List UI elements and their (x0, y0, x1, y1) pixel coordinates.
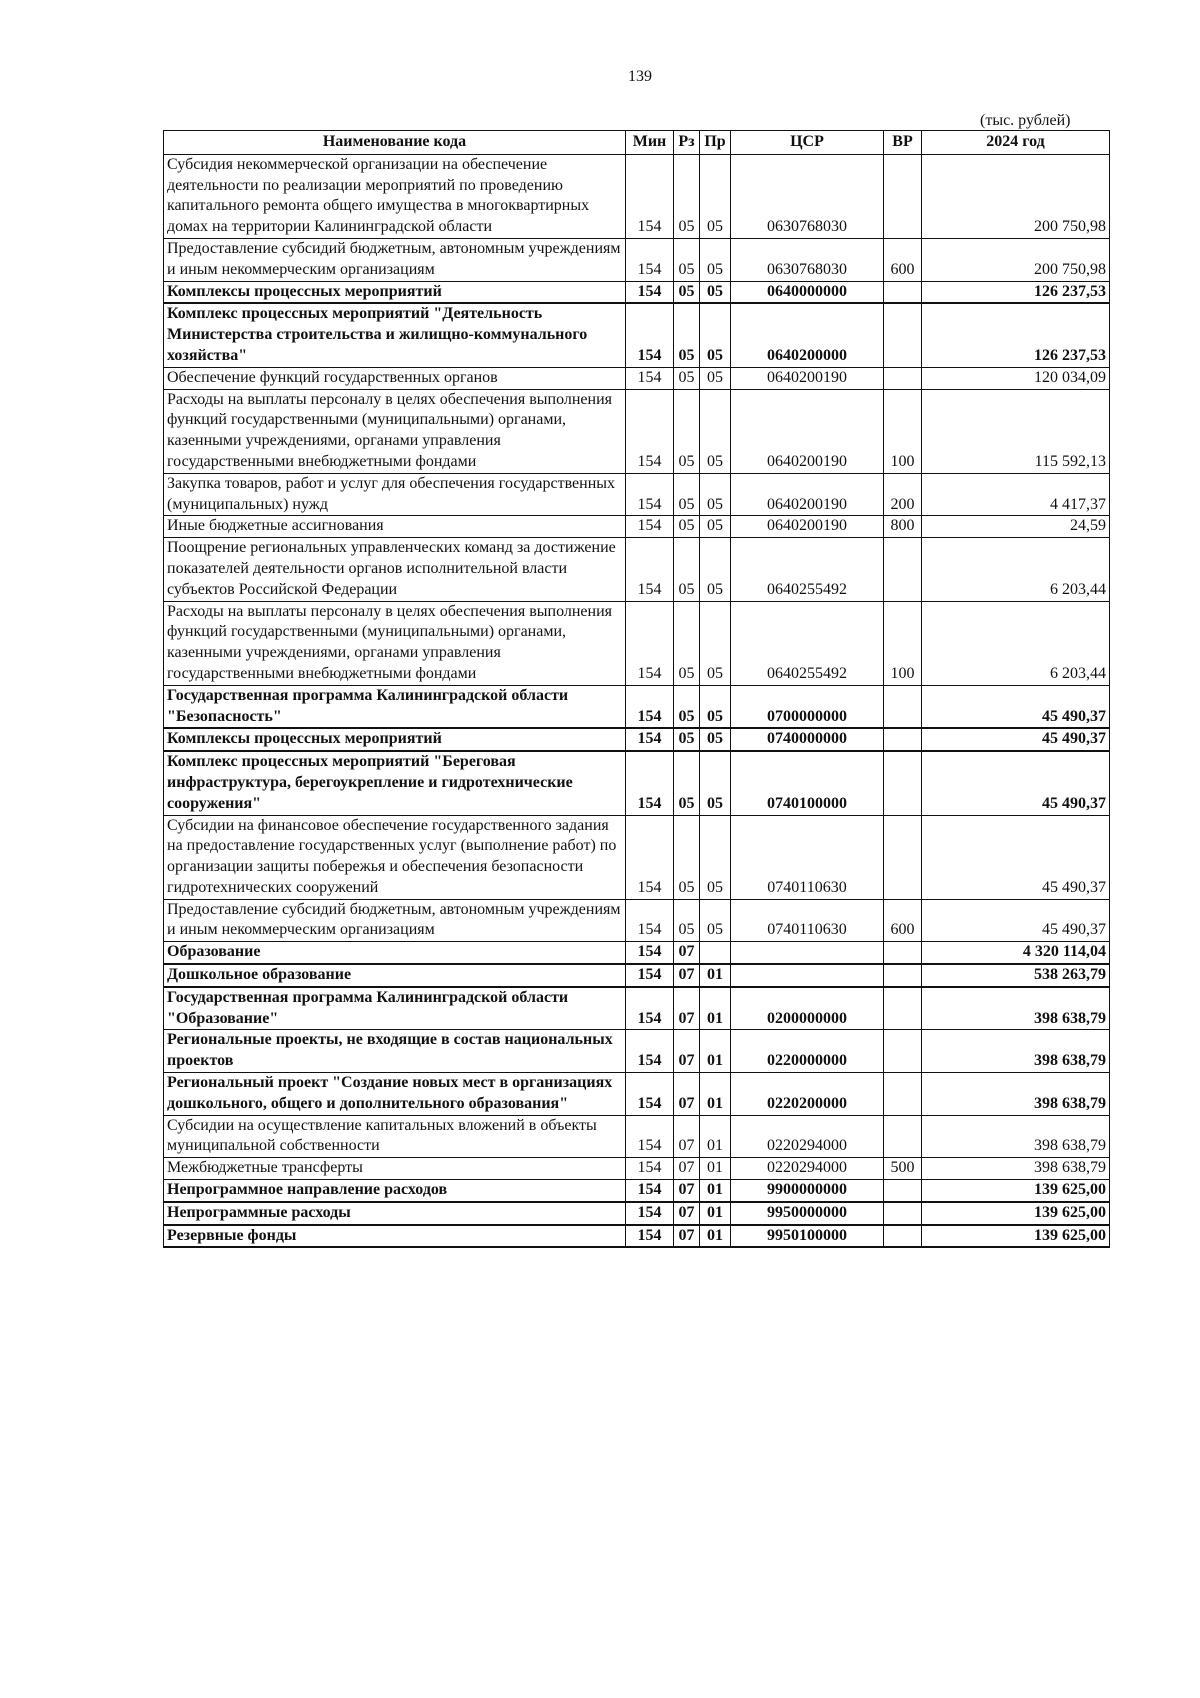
row-name: Расходы на выплаты персоналу в целях обеспечения выполнения функций государственными (муниципальными) органами, казенными учреждениями, органами управления государственными внебюджетными фондами (164, 389, 626, 473)
row-amount: 45 490,37 (922, 685, 1110, 728)
row-min: 154 (626, 281, 674, 303)
row-pr: 01 (700, 1073, 731, 1116)
row-name: Межбюджетные трансферты (164, 1158, 626, 1180)
row-vr (884, 1115, 922, 1158)
row-name: Резервные фонды (164, 1225, 626, 1248)
row-amount: 115 592,13 (922, 389, 1110, 473)
row-rz: 05 (674, 281, 700, 303)
row-vr (884, 685, 922, 728)
row-csr: 0220200000 (731, 1073, 884, 1116)
row-amount: 4 417,37 (922, 473, 1110, 516)
table-row (164, 516, 1110, 538)
row-rz: 05 (674, 303, 700, 367)
row-amount: 139 625,00 (922, 1180, 1110, 1202)
row-amount: 538 263,79 (922, 964, 1110, 987)
table-row (164, 751, 1110, 815)
row-csr: 0640255492 (731, 538, 884, 601)
row-csr: 0220000000 (731, 1030, 884, 1073)
table-row (164, 899, 1110, 942)
row-pr: 01 (700, 1180, 731, 1202)
row-vr: 800 (884, 516, 922, 538)
row-amount: 139 625,00 (922, 1225, 1110, 1248)
row-pr: 05 (700, 473, 731, 516)
row-rz: 05 (674, 389, 700, 473)
row-pr: 01 (700, 1030, 731, 1073)
row-csr (731, 964, 884, 987)
row-name: Дошкольное образование (164, 964, 626, 987)
row-min: 154 (626, 899, 674, 942)
table-header-row (164, 131, 1110, 155)
row-amount: 45 490,37 (922, 899, 1110, 942)
table-row (164, 685, 1110, 728)
row-vr: 100 (884, 601, 922, 685)
row-amount: 126 237,53 (922, 281, 1110, 303)
row-pr: 05 (700, 389, 731, 473)
row-amount: 126 237,53 (922, 303, 1110, 367)
row-pr: 05 (700, 899, 731, 942)
row-amount: 139 625,00 (922, 1202, 1110, 1225)
row-amount: 200 750,98 (922, 238, 1110, 281)
row-csr: 0700000000 (731, 685, 884, 728)
row-amount: 24,59 (922, 516, 1110, 538)
row-amount: 398 638,79 (922, 987, 1110, 1030)
row-rz: 07 (674, 1202, 700, 1225)
row-min: 154 (626, 728, 674, 751)
row-amount: 398 638,79 (922, 1158, 1110, 1180)
row-amount: 398 638,79 (922, 1030, 1110, 1073)
row-amount: 6 203,44 (922, 538, 1110, 601)
row-pr: 01 (700, 1202, 731, 1225)
row-pr: 01 (700, 1158, 731, 1180)
row-name: Закупка товаров, работ и услуг для обеспечения государственных (муниципальных) нужд (164, 473, 626, 516)
row-pr: 05 (700, 303, 731, 367)
table-row (164, 1202, 1110, 1225)
row-pr: 05 (700, 367, 731, 389)
table-row (164, 1115, 1110, 1158)
row-vr (884, 751, 922, 815)
row-amount: 45 490,37 (922, 815, 1110, 899)
row-min: 154 (626, 473, 674, 516)
row-rz: 05 (674, 367, 700, 389)
row-csr: 9900000000 (731, 1180, 884, 1202)
row-rz: 07 (674, 1115, 700, 1158)
row-csr: 0220294000 (731, 1115, 884, 1158)
row-name: Субсидии на осуществление капитальных вложений в объекты муниципальной собственности (164, 1115, 626, 1158)
row-name: Комплекс процессных мероприятий "Береговая инфраструктура, берегоукрепление и гидротехнические сооружения" (164, 751, 626, 815)
row-csr: 0640255492 (731, 601, 884, 685)
table-row (164, 238, 1110, 281)
row-min: 154 (626, 1030, 674, 1073)
row-min: 154 (626, 1073, 674, 1116)
row-vr: 600 (884, 899, 922, 942)
row-name: Иные бюджетные ассигнования (164, 516, 626, 538)
row-pr: 01 (700, 987, 731, 1030)
row-pr: 01 (700, 964, 731, 987)
row-vr (884, 1030, 922, 1073)
header-min: Мин (626, 131, 674, 155)
row-name: Непрограммное направление расходов (164, 1180, 626, 1202)
row-min: 154 (626, 303, 674, 367)
table-row (164, 1180, 1110, 1202)
row-name: Субсидии на финансовое обеспечение государственного задания на предоставление государственных услуг (выполнение работ) по организации защиты побережья и обеспечения безопасности гидротехнических сооружений (164, 815, 626, 899)
row-vr (884, 815, 922, 899)
row-rz: 07 (674, 964, 700, 987)
row-vr (884, 1202, 922, 1225)
row-min: 154 (626, 815, 674, 899)
row-pr (700, 942, 731, 964)
header-csr: ЦСР (731, 131, 884, 155)
row-min: 154 (626, 1180, 674, 1202)
table-row (164, 303, 1110, 367)
row-name: Государственная программа Калининградской области "Образование" (164, 987, 626, 1030)
row-rz: 05 (674, 154, 700, 238)
header-pr: Пр (700, 131, 731, 155)
table-row (164, 815, 1110, 899)
table-row (164, 942, 1110, 964)
row-vr (884, 1225, 922, 1248)
row-amount: 4 320 114,04 (922, 942, 1110, 964)
units-label: (тыс. рублей) (980, 112, 1071, 129)
row-min: 154 (626, 154, 674, 238)
row-rz: 05 (674, 815, 700, 899)
row-name: Комплекс процессных мероприятий "Деятельность Министерства строительства и жилищно-коммунального хозяйства" (164, 303, 626, 367)
row-min: 154 (626, 685, 674, 728)
row-name: Обеспечение функций государственных органов (164, 367, 626, 389)
row-rz: 07 (674, 1158, 700, 1180)
table-row (164, 538, 1110, 601)
row-min: 154 (626, 964, 674, 987)
row-csr: 0740000000 (731, 728, 884, 751)
row-csr (731, 942, 884, 964)
row-pr: 05 (700, 601, 731, 685)
row-min: 154 (626, 1158, 674, 1180)
table-row (164, 601, 1110, 685)
row-vr: 100 (884, 389, 922, 473)
row-vr: 200 (884, 473, 922, 516)
row-min: 154 (626, 238, 674, 281)
row-rz: 07 (674, 987, 700, 1030)
row-pr: 05 (700, 516, 731, 538)
row-csr: 0640200190 (731, 473, 884, 516)
row-csr: 0740110630 (731, 899, 884, 942)
row-rz: 05 (674, 538, 700, 601)
table-row (164, 987, 1110, 1030)
row-rz: 05 (674, 685, 700, 728)
row-pr: 01 (700, 1115, 731, 1158)
table-row (164, 154, 1110, 238)
row-csr: 0200000000 (731, 987, 884, 1030)
table-row (164, 473, 1110, 516)
row-min: 154 (626, 516, 674, 538)
row-min: 154 (626, 987, 674, 1030)
row-name: Расходы на выплаты персоналу в целях обеспечения выполнения функций государственными (муниципальными) органами, казенными учреждениями, органами управления государственными внебюджетными фондами (164, 601, 626, 685)
page-number: 139 (628, 68, 652, 85)
row-vr (884, 154, 922, 238)
row-rz: 05 (674, 728, 700, 751)
row-amount: 6 203,44 (922, 601, 1110, 685)
row-vr: 500 (884, 1158, 922, 1180)
row-rz: 07 (674, 1030, 700, 1073)
row-amount: 120 034,09 (922, 367, 1110, 389)
row-rz: 07 (674, 1225, 700, 1248)
row-min: 154 (626, 601, 674, 685)
row-min: 154 (626, 389, 674, 473)
row-pr: 01 (700, 1225, 731, 1248)
row-rz: 05 (674, 473, 700, 516)
row-rz: 07 (674, 1180, 700, 1202)
row-rz: 05 (674, 899, 700, 942)
row-name: Поощрение региональных управленческих команд за достижение показателей деятельности органов исполнительной власти субъектов Российской Федерации (164, 538, 626, 601)
row-amount: 45 490,37 (922, 728, 1110, 751)
row-name: Предоставление субсидий бюджетным, автономным учреждениям и иным некоммерческим организациям (164, 238, 626, 281)
row-vr (884, 538, 922, 601)
row-amount: 398 638,79 (922, 1073, 1110, 1116)
table-row (164, 728, 1110, 751)
row-name: Непрограммные расходы (164, 1202, 626, 1225)
row-rz: 07 (674, 1073, 700, 1116)
row-csr: 0630768030 (731, 238, 884, 281)
table-row (164, 1225, 1110, 1248)
header-vr: ВР (884, 131, 922, 155)
row-pr: 05 (700, 685, 731, 728)
table-row (164, 389, 1110, 473)
row-name: Образование (164, 942, 626, 964)
row-min: 154 (626, 751, 674, 815)
row-vr (884, 1180, 922, 1202)
row-pr: 05 (700, 751, 731, 815)
row-csr: 0640200000 (731, 303, 884, 367)
header-name: Наименование кода (164, 131, 626, 155)
row-vr (884, 303, 922, 367)
row-pr: 05 (700, 538, 731, 601)
row-pr: 05 (700, 728, 731, 751)
table-row (164, 1073, 1110, 1116)
row-csr: 0630768030 (731, 154, 884, 238)
row-min: 154 (626, 1202, 674, 1225)
table-row (164, 1030, 1110, 1073)
row-rz: 05 (674, 601, 700, 685)
row-vr (884, 1073, 922, 1116)
budget-table (163, 130, 1110, 1248)
row-min: 154 (626, 367, 674, 389)
row-vr (884, 367, 922, 389)
row-csr: 0740110630 (731, 815, 884, 899)
row-rz: 07 (674, 942, 700, 964)
row-name: Региональные проекты, не входящие в состав национальных проектов (164, 1030, 626, 1073)
row-csr: 9950100000 (731, 1225, 884, 1248)
row-csr: 9950000000 (731, 1202, 884, 1225)
row-amount: 398 638,79 (922, 1115, 1110, 1158)
table-row (164, 281, 1110, 303)
table-row (164, 1158, 1110, 1180)
row-rz: 05 (674, 751, 700, 815)
row-min: 154 (626, 942, 674, 964)
row-amount: 200 750,98 (922, 154, 1110, 238)
row-rz: 05 (674, 516, 700, 538)
row-min: 154 (626, 1225, 674, 1248)
row-name: Государственная программа Калининградской области "Безопасность" (164, 685, 626, 728)
row-min: 154 (626, 1115, 674, 1158)
row-csr: 0640200190 (731, 516, 884, 538)
row-csr: 0640000000 (731, 281, 884, 303)
row-vr (884, 987, 922, 1030)
row-amount: 45 490,37 (922, 751, 1110, 815)
row-vr: 600 (884, 238, 922, 281)
row-name: Комплексы процессных мероприятий (164, 728, 626, 751)
row-vr (884, 964, 922, 987)
row-pr: 05 (700, 815, 731, 899)
row-name: Субсидия некоммерческой организации на обеспечение деятельности по реализации мероприятий по проведению капитального ремонта общего имущества в многоквартирных домах на территории Калининградской области (164, 154, 626, 238)
header-rz: Рз (674, 131, 700, 155)
table-row (164, 964, 1110, 987)
row-vr (884, 728, 922, 751)
row-pr: 05 (700, 281, 731, 303)
header-year: 2024 год (922, 131, 1110, 155)
row-vr (884, 942, 922, 964)
row-csr: 0740100000 (731, 751, 884, 815)
row-csr: 0220294000 (731, 1158, 884, 1180)
row-vr (884, 281, 922, 303)
row-pr: 05 (700, 238, 731, 281)
row-name: Региональный проект "Создание новых мест в организациях дошкольного, общего и дополнительного образования" (164, 1073, 626, 1116)
row-name: Предоставление субсидий бюджетным, автономным учреждениям и иным некоммерческим организациям (164, 899, 626, 942)
row-rz: 05 (674, 238, 700, 281)
table-row (164, 367, 1110, 389)
row-min: 154 (626, 538, 674, 601)
row-name: Комплексы процессных мероприятий (164, 281, 626, 303)
row-csr: 0640200190 (731, 389, 884, 473)
row-csr: 0640200190 (731, 367, 884, 389)
row-pr: 05 (700, 154, 731, 238)
